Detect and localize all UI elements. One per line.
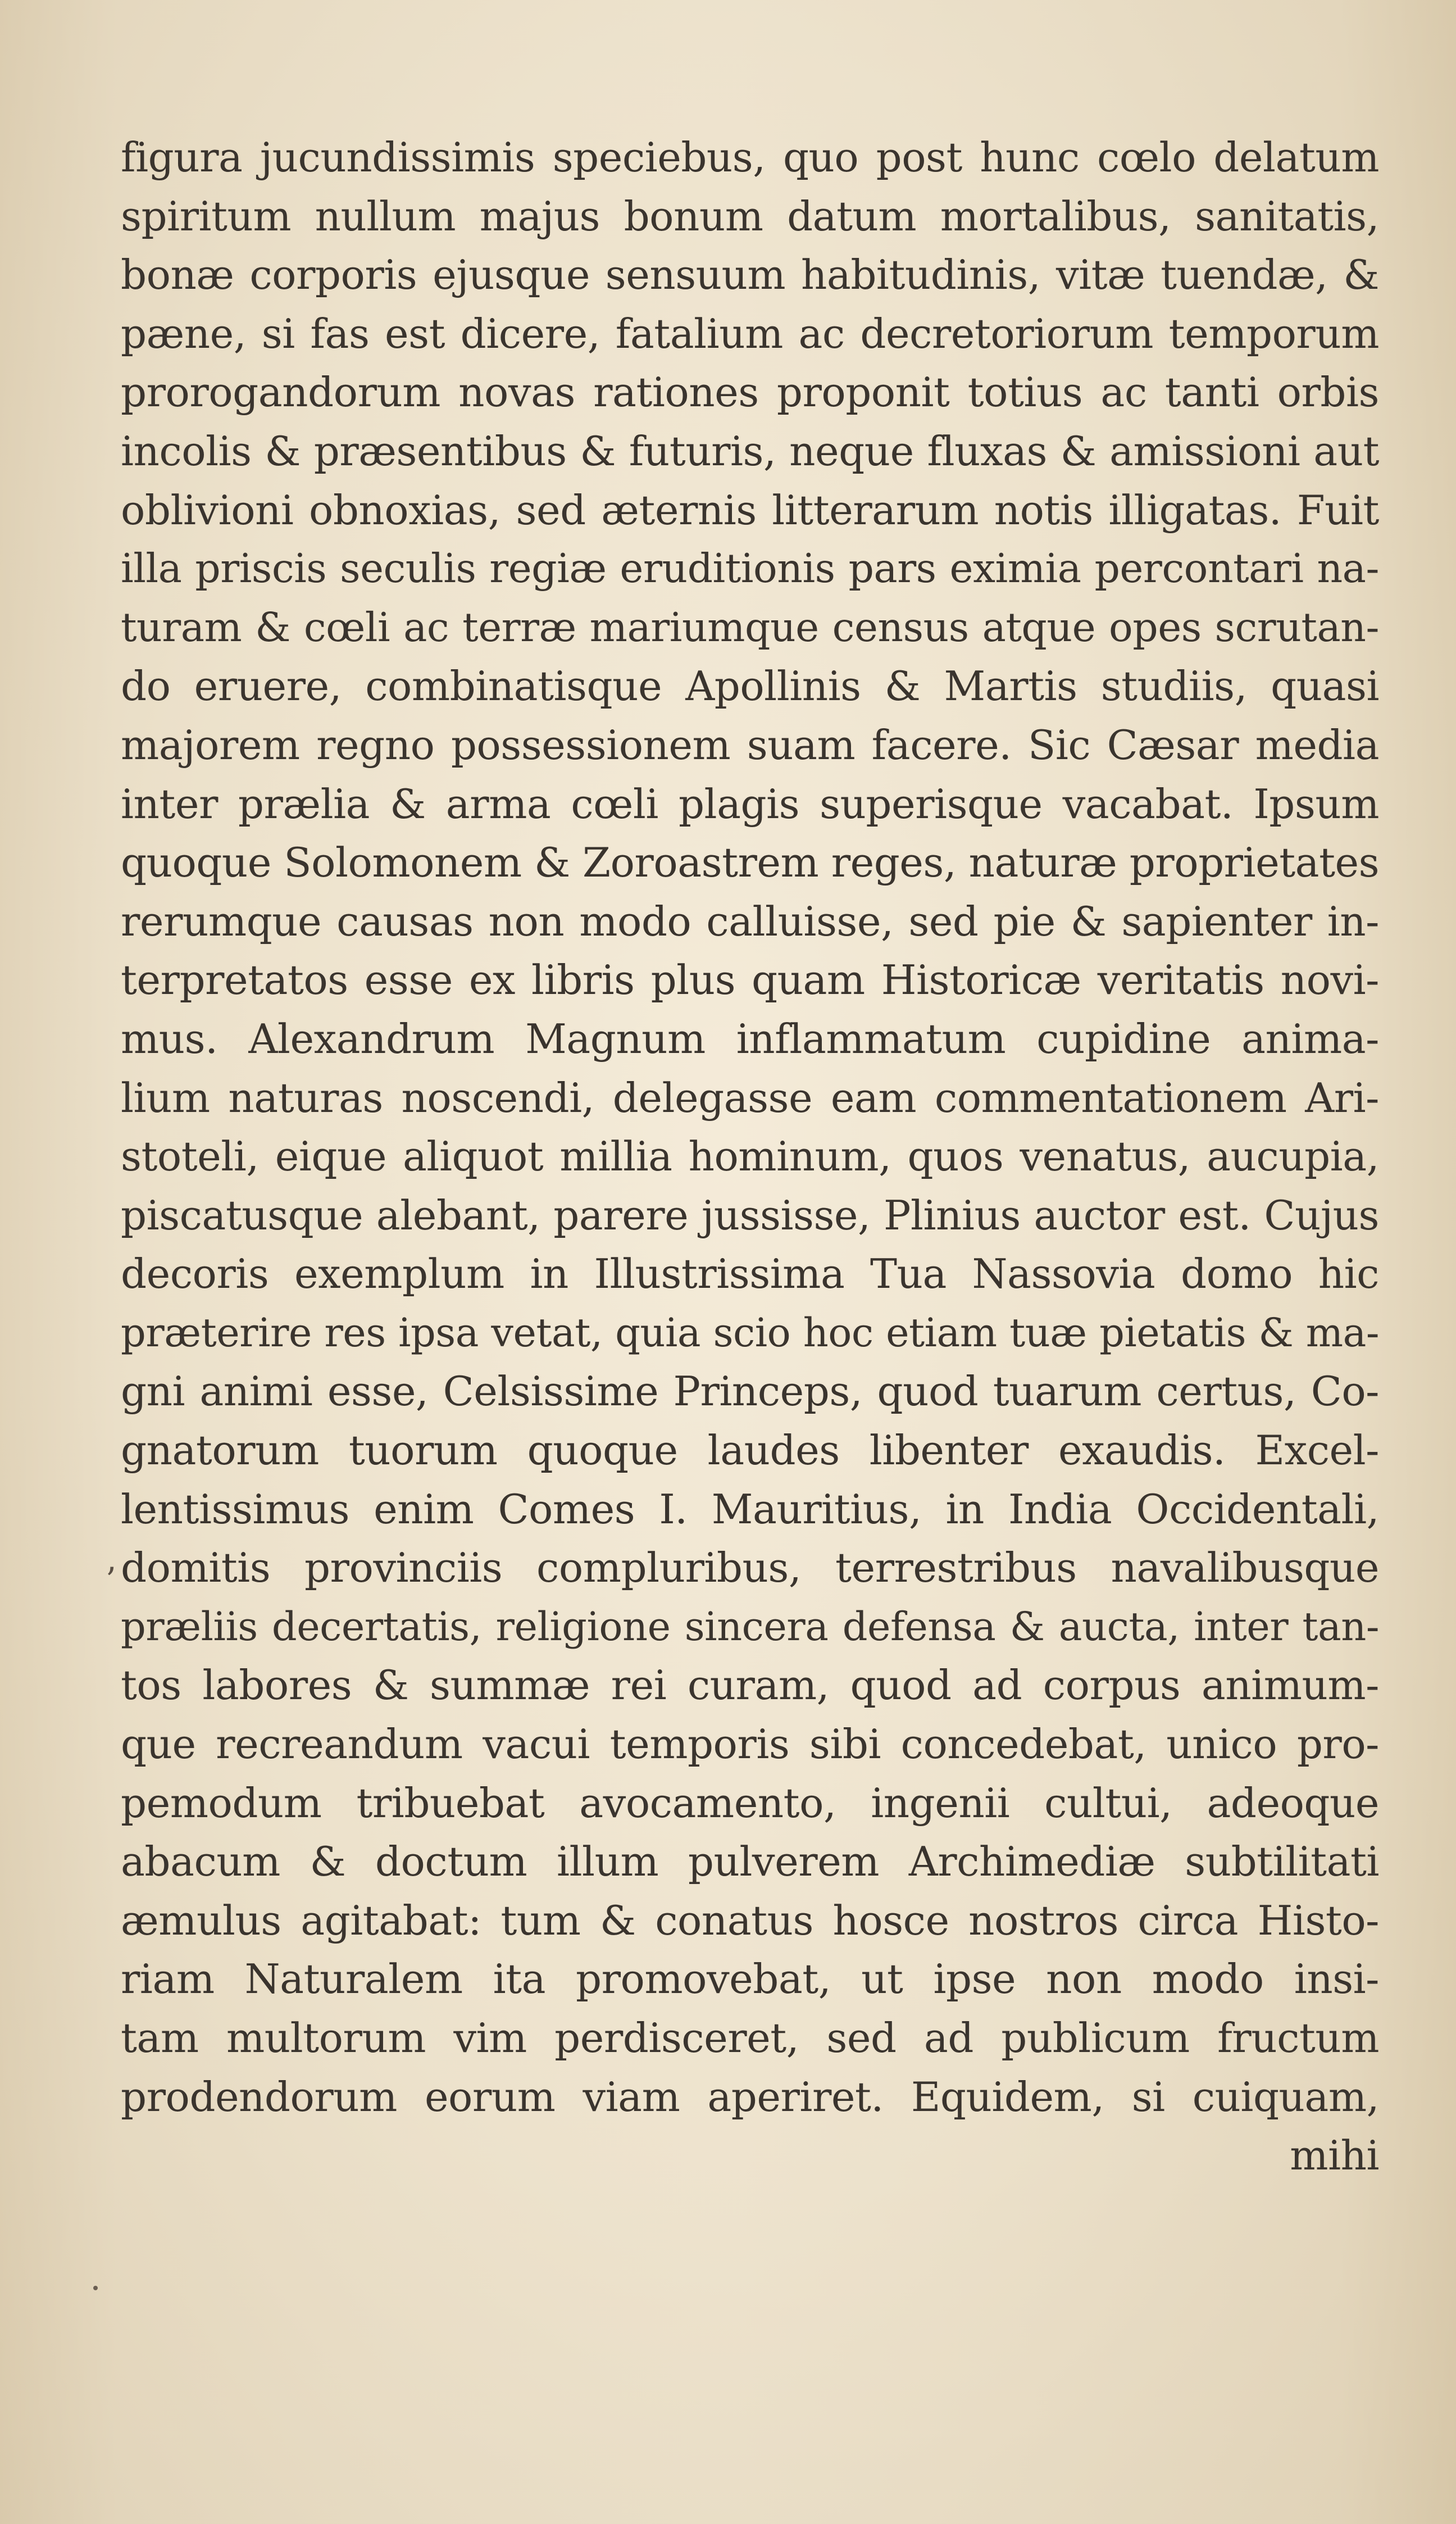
text-line: piscatusque alebant, parere jussisse, Plinius auctor est. Cujus: [121, 1191, 1379, 1239]
text-line: illa priscis seculis regiæ eruditionis pars eximia percontari na-: [121, 545, 1379, 592]
margin-dot: [93, 2286, 98, 2290]
text-line: gnatorum tuorum quoque laudes libenter exaudis. Excel-: [121, 1427, 1379, 1474]
text-line: figura jucundissimis speciebus, quo post hunc cœlo delatum: [121, 134, 1379, 181]
text-line: præliis decertatis, religione sincera defensa & aucta, inter tan-: [121, 1603, 1379, 1650]
margin-mark: ʼ: [104, 1561, 116, 1600]
text-line: tam multorum vim perdisceret, sed ad publicum fructum: [121, 2014, 1379, 2062]
text-line: rerumque causas non modo calluisse, sed pie & sapienter in-: [121, 897, 1379, 945]
text-line: prodendorum eorum viam aperiret. Equidem, si cuiquam,: [121, 2073, 1379, 2121]
text-line: pæne, si fas est dicere, fatalium ac decretoriorum temporum: [121, 310, 1379, 357]
text-line: majorem regno possessionem suam facere. Sic Cæsar media: [121, 721, 1379, 769]
text-line: bonæ corporis ejusque sensuum habitudinis, vitæ tuendæ, &: [121, 251, 1379, 299]
latin-text-block: [121, 128, 1379, 2185]
text-line: abacum & doctum illum pulverem Archimediæ subtilitati: [121, 1838, 1379, 1886]
text-line: terpretatos esse ex libris plus quam Historicæ veritatis novi-: [121, 956, 1379, 1004]
text-line: riam Naturalem ita promovebat, ut ipse non modo insi-: [121, 1955, 1379, 2003]
text-line: prorogandorum novas rationes proponit totius ac tanti orbis: [121, 369, 1379, 416]
text-line: quoque Solomonem & Zoroastrem reges, naturæ proprietates: [121, 839, 1380, 887]
text-line: tos labores & summæ rei curam, quod ad corpus animum-: [121, 1662, 1379, 1709]
text-line: mus. Alexandrum Magnum inflammatum cupidine anima-: [121, 1015, 1379, 1063]
text-line: que recreandum vacui temporis sibi concedebat, unico pro-: [121, 1721, 1379, 1768]
text-line: præterire res ipsa vetat, quia scio hoc etiam tuæ pietatis & ma-: [121, 1309, 1379, 1356]
text-line: domitis provinciis compluribus, terrestribus navalibusque: [121, 1544, 1379, 1592]
catchword: mihi: [1290, 2132, 1379, 2180]
text-line: gni animi esse, Celsissime Princeps, quod tuarum certus, Co-: [121, 1368, 1379, 1415]
text-line: incolis & præsentibus & futuris, neque fluxas & amissioni aut: [121, 427, 1379, 475]
text-line: decoris exemplum in Illustrissima Tua Nassovia domo hic: [121, 1250, 1379, 1298]
text-line: spiritum nullum majus bonum datum mortalibus, sanitatis,: [121, 192, 1379, 240]
text-line: turam & cœli ac terræ mariumque census atque opes scrutan-: [121, 603, 1379, 651]
text-line: do eruere, combinatisque Apollinis & Martis studiis, quasi: [121, 662, 1379, 710]
text-line: lentissimus enim Comes I. Mauritius, in India Occidentali,: [121, 1485, 1379, 1533]
text-line: oblivioni obnoxias, sed æternis litterarum notis illigatas. Fuit: [121, 486, 1379, 534]
text-line: pemodum tribuebat avocamento, ingenii cultui, adeoque: [121, 1779, 1379, 1827]
text-line: æmulus agitabat: tum & conatus hosce nostros circa Histo-: [121, 1896, 1379, 1944]
text-line: lium naturas noscendi, delegasse eam commentationem Ari-: [121, 1074, 1379, 1122]
text-line: inter prælia & arma cœli plagis superisque vacabat. Ipsum: [121, 780, 1379, 828]
text-line: stoteli, eique aliquot millia hominum, quos venatus, aucupia,: [121, 1133, 1379, 1181]
